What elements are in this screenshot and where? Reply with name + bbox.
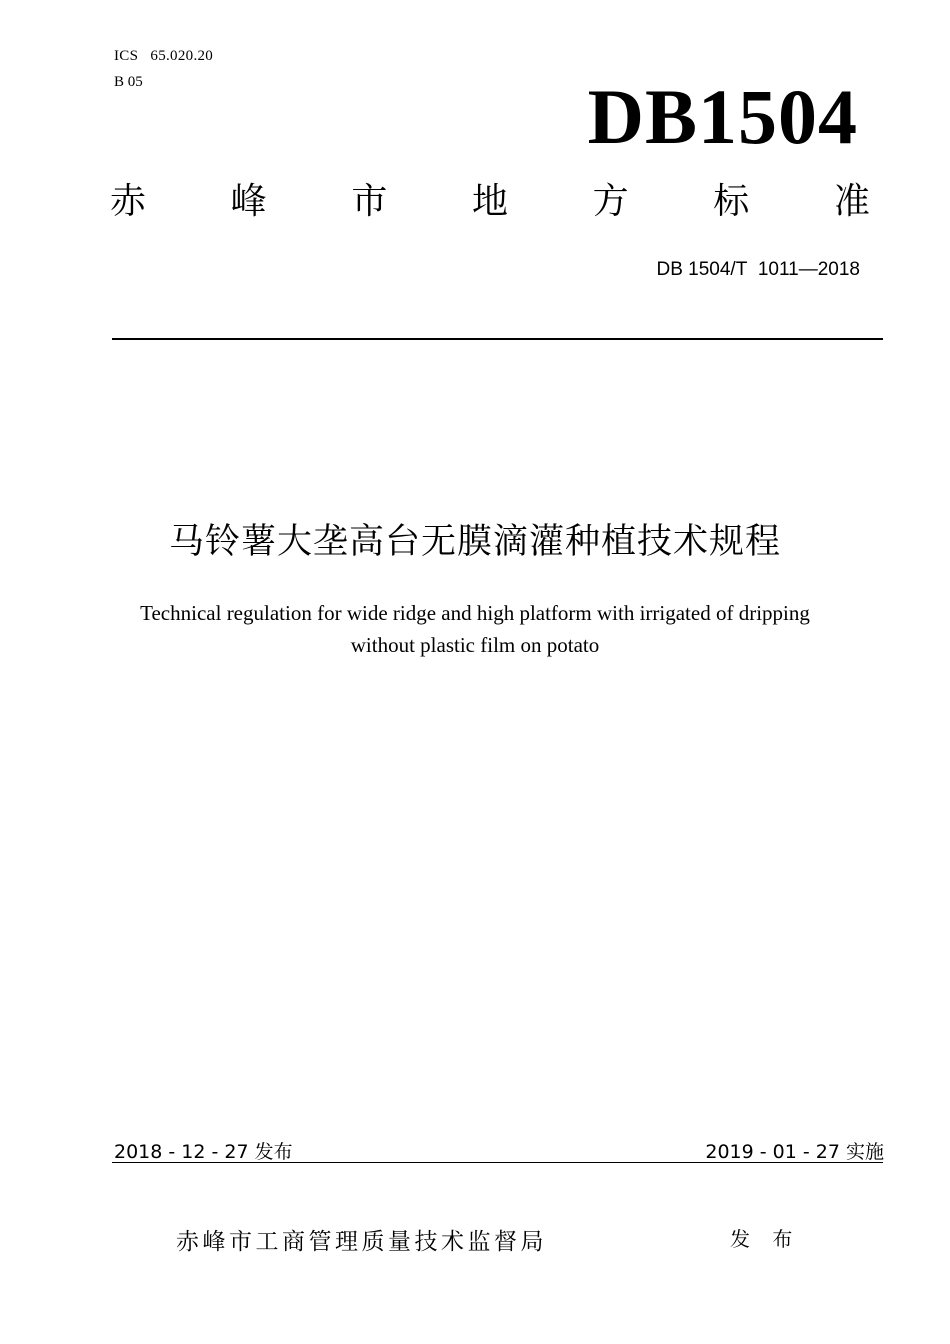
standard-type-char: 标 [713,181,750,222]
document-title-chinese: 马铃薯大垄高台无膜滴灌种植技术规程 [168,522,781,562]
publish-label: 发 布 [730,1227,801,1251]
standard-type-heading [110,181,870,222]
standard-number: DB 1504/T 1011—2018 [656,259,860,280]
standard-type-char: 准 [833,181,870,222]
standard-type-char: 赤 [110,181,147,222]
header-divider [112,338,883,340]
standard-type-char: 市 [351,181,388,222]
standard-code-logo: DB1504 [587,73,858,160]
implementation-date: 2019 - 01 - 27 实施 [705,1141,884,1163]
title-english-line-1: Technical regulation for wide ridge and high platform with irrigated of dripping [140,601,810,625]
ccs-code: B 05 [114,74,143,90]
title-english-line-2: without plastic film on potato [350,633,600,657]
issuing-authority: 赤峰市工商管理质量技术监督局 [176,1229,547,1255]
ics-code: ICS 65.020.20 [114,48,214,64]
standard-type-char: 方 [592,181,629,222]
standard-type-char: 峰 [230,181,267,222]
issue-date: 2018 - 12 - 27 发布 [114,1141,293,1163]
footer-divider [112,1162,883,1163]
document-title-english [0,597,950,661]
standard-type-char: 地 [471,181,508,222]
